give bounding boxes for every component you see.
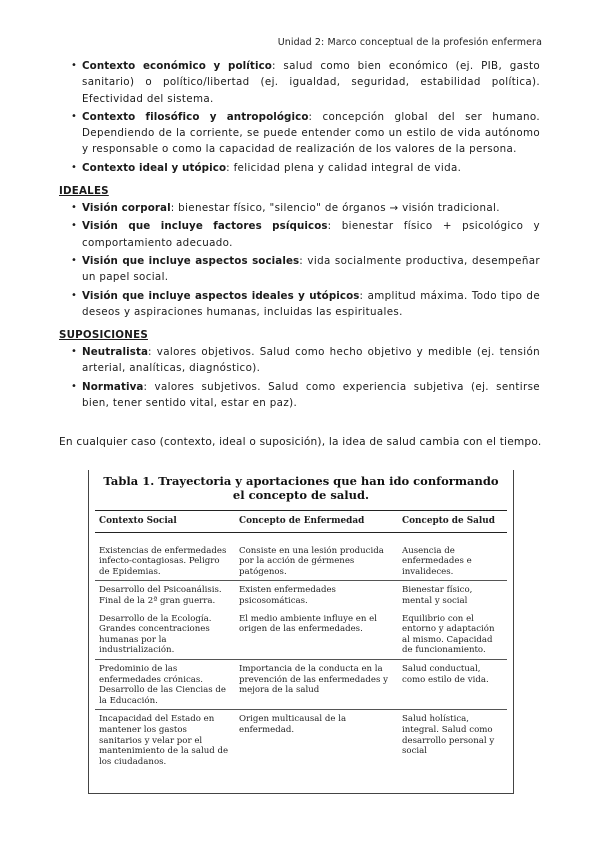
ideales-list bbox=[70, 200, 540, 320]
item-term: Contexto filosófico y antropológico bbox=[82, 110, 309, 123]
bullet-icon: • bbox=[71, 380, 78, 392]
item-text: : bienestar físico, "silencio" de órganos → visión tradicional. bbox=[170, 202, 500, 215]
table-row bbox=[95, 710, 507, 770]
bullet-icon: • bbox=[71, 254, 78, 266]
table-cell: Existencias de enfermedades infecto-contagiosas. Peligro de Epidemias. bbox=[95, 532, 235, 581]
item-text: : vida socialmente productiva, desempeñar un papel social. bbox=[82, 254, 540, 284]
item-term: Contexto ideal y utópico bbox=[82, 161, 227, 174]
bullet-icon: • bbox=[71, 110, 78, 122]
list-item bbox=[70, 58, 540, 107]
document-body bbox=[59, 58, 541, 413]
section-title-ideales: IDEALES bbox=[59, 185, 109, 198]
table-title-line: el concepto de salud. bbox=[232, 488, 370, 502]
table-cell: Ausencia de enfermedades e invalideces. bbox=[398, 532, 507, 581]
table-cell: Desarrollo del Psicoanálisis. Final de la 2ª gran guerra. bbox=[99, 585, 222, 606]
list-item bbox=[70, 160, 540, 176]
item-term: Visión que incluye aspectos ideales y utópicos bbox=[82, 289, 360, 302]
column-header-contexto: Contexto Social bbox=[95, 511, 235, 533]
table-cell: Salud conductual, como estilo de vida. bbox=[398, 659, 507, 709]
item-term: Visión corporal bbox=[82, 202, 171, 215]
list-item bbox=[70, 218, 540, 251]
item-text: : bienestar físico + psicológico y comportamiento adecuado. bbox=[82, 220, 540, 249]
table-title bbox=[89, 474, 513, 502]
list-item bbox=[70, 344, 540, 377]
table-cell: Existen enfermedades psicosomáticas. bbox=[239, 585, 336, 606]
table-cell: Salud holística, integral. Salud como desarrollo personal y social bbox=[402, 714, 495, 757]
table-row bbox=[95, 659, 507, 709]
list-item bbox=[70, 379, 540, 412]
bullet-icon: • bbox=[71, 220, 78, 232]
item-term: Visión que incluye factores psíquicos bbox=[82, 220, 328, 233]
item-text: : valores objetivos. Salud como hecho objetivo y medible (ej. tensión arterial, analíticas, diagnóstico). bbox=[82, 346, 540, 375]
list-item bbox=[70, 200, 540, 216]
table-title-line: Tabla 1. Trayectoria y aportaciones que han ido conformando bbox=[103, 474, 499, 488]
item-term: Contexto económico y político bbox=[82, 60, 272, 72]
closing-paragraph: En cualquier caso (contexto, ideal o suposición), la idea de salud cambia con el tiempo. bbox=[59, 436, 542, 448]
item-text: : concepción global del ser humano. Dependiendo de la corriente, se puede entender como un estilo de vida autónomo y responsable o como la capacidad de realización de los valores de la persona. bbox=[82, 110, 540, 156]
list-item bbox=[70, 109, 540, 158]
table-cell: Equilibrio con el entorno y adaptación al mismo. Capacidad de funcionamiento. bbox=[398, 610, 507, 660]
table-cell: Bienestar físico, mental y social bbox=[402, 585, 473, 606]
health-concept-table-figure bbox=[88, 470, 514, 794]
list-item bbox=[70, 288, 540, 321]
item-term: Neutralista bbox=[82, 346, 149, 359]
table-row bbox=[95, 581, 507, 610]
page-header: Unidad 2: Marco conceptual de la profesión enfermera bbox=[277, 37, 542, 48]
table-row bbox=[95, 610, 507, 660]
bullet-icon: • bbox=[71, 161, 78, 173]
item-text: : amplitud máxima. Todo tipo de deseos y aspiraciones humanas, incluidas las espirituales. bbox=[82, 289, 541, 318]
table-cell: Consiste en una lesión producida por la acción de gérmenes patógenos. bbox=[235, 532, 398, 581]
table-cell: Predominio de las enfermedades crónicas. Desarrollo de las Ciencias de la Educación. bbox=[95, 659, 235, 709]
health-concept-table bbox=[95, 510, 507, 770]
table-cell: Incapacidad del Estado en mantener los gastos sanitarios y velar por el mantenimiento de la salud de los ciudadanos. bbox=[99, 714, 229, 767]
item-text: : salud como bien económico (ej. PIB, gasto sanitario) o político/libertad (ej. igualdad, seguridad, estabilidad política). Efectividad del sistema. bbox=[82, 60, 540, 105]
bullet-icon: • bbox=[71, 289, 78, 301]
item-term: Normativa bbox=[82, 380, 144, 393]
bullet-icon: • bbox=[71, 202, 78, 214]
table-cell: El medio ambiente influye en el origen de las enfermedades. bbox=[235, 610, 398, 660]
section-title-suposiciones: SUPOSICIONES bbox=[59, 329, 148, 342]
bullet-icon: • bbox=[71, 60, 78, 71]
contexts-list bbox=[70, 58, 540, 176]
item-text: : felicidad plena y calidad integral de vida. bbox=[226, 161, 462, 174]
item-text: : valores subjetivos. Salud como experiencia subjetiva (ej. sentirse bien, tener sentido vital, estar en paz). bbox=[82, 380, 540, 410]
column-header-enfermedad: Concepto de Enfermedad bbox=[235, 511, 398, 533]
item-term: Visión que incluye aspectos sociales bbox=[82, 254, 300, 267]
table-cell: Origen multicausal de la enfermedad. bbox=[239, 714, 347, 735]
suposiciones-list bbox=[70, 344, 540, 411]
table-header-row bbox=[95, 511, 507, 533]
list-item bbox=[70, 253, 540, 286]
table-cell: Importancia de la conducta en la prevención de las enfermedades y mejora de la salud bbox=[235, 659, 398, 709]
bullet-icon: • bbox=[71, 346, 78, 358]
column-header-salud: Concepto de Salud bbox=[398, 511, 507, 533]
table-row bbox=[95, 532, 507, 581]
table-cell: Desarrollo de la Ecología. Grandes concentraciones humanas por la industrialización. bbox=[95, 610, 235, 660]
